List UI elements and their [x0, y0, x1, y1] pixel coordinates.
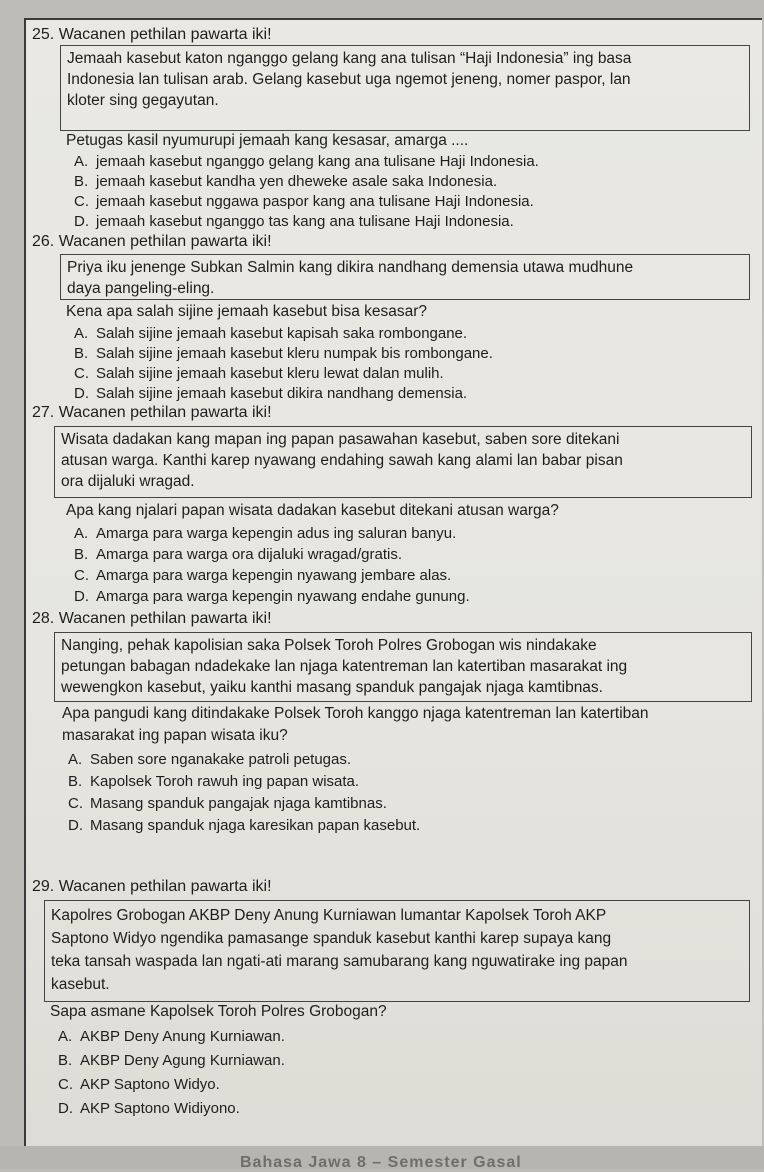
option-text: jemaah kasebut nganggo gelang kang ana tulisane Haji Indonesia.	[96, 153, 539, 170]
option-text: Salah sijine jemaah kasebut kleru numpak bis rombongane.	[96, 345, 493, 362]
footer-text: Bahasa Jawa 8 – Semester Gasal	[240, 1154, 522, 1171]
answer-option-d[interactable]	[74, 385, 467, 402]
question-title: 25. Wacanen pethilan pawarta iki!	[32, 26, 272, 43]
option-letter: C.	[74, 365, 89, 382]
option-letter: D.	[68, 817, 83, 834]
passage-line: Kapolres Grobogan AKBP Deny Anung Kurniawan lumantar Kapolsek Toroh AKP	[51, 907, 607, 924]
answer-option-c[interactable]	[68, 795, 387, 812]
option-letter: C.	[74, 193, 89, 210]
news-excerpt-box	[54, 426, 752, 498]
answer-option-b[interactable]	[74, 546, 402, 563]
option-text: Salah sijine jemaah kasebut kleru lewat dalan mulih.	[96, 365, 444, 382]
option-letter: A.	[74, 325, 89, 342]
option-text: Saben sore nganakake patroli petugas.	[90, 751, 352, 768]
question-prompt: Petugas kasil nyumurupi jemaah kang kesasar, amarga ....	[66, 132, 469, 149]
option-letter: D.	[74, 588, 89, 605]
passage-line: kasebut.	[51, 976, 110, 993]
question-prompt: Apa pangudi kang ditindakake Polsek Toroh kanggo njaga katentreman lan katertiban	[62, 705, 649, 722]
answer-option-c[interactable]	[58, 1076, 220, 1093]
question-title: 28. Wacanen pethilan pawarta iki!	[32, 610, 272, 627]
option-text: AKBP Deny Anung Kurniawan.	[80, 1028, 285, 1045]
passage-line: ora dijaluki wragad.	[61, 473, 195, 490]
answer-option-c[interactable]	[74, 567, 451, 584]
question-title: 29. Wacanen pethilan pawarta iki!	[32, 878, 272, 895]
option-letter: B.	[74, 345, 89, 362]
passage-line: Nanging, pehak kapolisian saka Polsek Toroh Polres Grobogan wis nindakake	[61, 637, 597, 654]
answer-option-a[interactable]	[74, 525, 456, 542]
passage-line: petungan babagan ndadekake lan njaga katentreman lan katertiban masarakat ing	[61, 658, 628, 675]
option-letter: B.	[68, 773, 83, 790]
answer-option-a[interactable]	[58, 1028, 285, 1045]
answer-option-d[interactable]	[58, 1100, 240, 1117]
option-text: jemaah kasebut nggawa paspor kang ana tulisane Haji Indonesia.	[96, 193, 534, 210]
question-prompt: Kena apa salah sijine jemaah kasebut bisa kesasar?	[66, 303, 428, 320]
answer-option-a[interactable]	[74, 153, 539, 170]
option-letter: A.	[74, 525, 89, 542]
worksheet-page	[24, 18, 762, 1148]
answer-option-b[interactable]	[74, 345, 493, 362]
option-letter: B.	[74, 173, 89, 190]
option-letter: C.	[68, 795, 83, 812]
answer-option-d[interactable]	[74, 213, 514, 230]
option-letter: D.	[74, 213, 89, 230]
option-text: Amarga para warga kepengin nyawang endahe gunung.	[96, 588, 470, 605]
passage-line: wewengkon kasebut, yaiku kanthi masang spanduk pangajak njaga kamtibnas.	[61, 679, 603, 696]
passage-line: teka tansah waspada lan ngati-ati marang samubarang kang nguwatirake ing papan	[51, 953, 628, 970]
option-text: Salah sijine jemaah kasebut kapisah saka rombongane.	[96, 325, 468, 342]
option-text: Masang spanduk njaga karesikan papan kasebut.	[90, 817, 421, 834]
answer-option-a[interactable]	[68, 751, 351, 768]
option-letter: B.	[58, 1052, 73, 1069]
option-letter: B.	[74, 546, 89, 563]
passage-line: daya pangeling-eling.	[67, 280, 215, 297]
answer-option-c[interactable]	[74, 193, 534, 210]
option-text: AKP Saptono Widyo.	[80, 1076, 220, 1093]
news-excerpt-box	[60, 254, 750, 300]
answer-option-b[interactable]	[58, 1052, 285, 1069]
option-text: Amarga para warga kepengin nyawang jembare alas.	[96, 567, 452, 584]
option-text: Amarga para warga ora dijaluki wragad/gratis.	[96, 546, 402, 563]
option-text: Kapolsek Toroh rawuh ing papan wisata.	[90, 773, 360, 790]
option-text: Masang spanduk pangajak njaga kamtibnas.	[90, 795, 387, 812]
answer-option-a[interactable]	[74, 325, 467, 342]
answer-option-c[interactable]	[74, 365, 444, 382]
news-excerpt-box	[60, 45, 750, 131]
question-prompt: masarakat ing papan wisata iku?	[62, 727, 288, 744]
passage-line: Priya iku jenenge Subkan Salmin kang dikira nandhang demensia utawa mudhune	[67, 259, 634, 276]
passage-line: kloter sing gegayutan.	[67, 92, 219, 109]
option-text: Salah sijine jemaah kasebut dikira nandhang demensia.	[96, 385, 468, 402]
option-letter: D.	[74, 385, 89, 402]
passage-line: atusan warga. Kanthi karep nyawang endahing sawah kang alami lan babar pisan	[61, 452, 623, 469]
option-letter: A.	[74, 153, 89, 170]
passage-line: Wisata dadakan kang mapan ing papan pasawahan kasebut, saben sore ditekani	[61, 431, 620, 448]
page-footer	[0, 1146, 764, 1169]
question-title: 27. Wacanen pethilan pawarta iki!	[32, 404, 272, 421]
option-text: jemaah kasebut kandha yen dheweke asale saka Indonesia.	[96, 173, 498, 190]
option-letter: D.	[58, 1100, 73, 1117]
option-text: AKBP Deny Agung Kurniawan.	[80, 1052, 285, 1069]
passage-line: Saptono Widyo ngendika pamasange spanduk kasebut kanthi karep supaya kang	[51, 930, 612, 947]
answer-option-b[interactable]	[74, 173, 497, 190]
question-prompt: Sapa asmane Kapolsek Toroh Polres Grobogan?	[50, 1003, 387, 1020]
option-text: AKP Saptono Widiyono.	[80, 1100, 240, 1117]
option-letter: A.	[58, 1028, 73, 1045]
answer-option-d[interactable]	[68, 817, 420, 834]
option-text: jemaah kasebut nganggo tas kang ana tulisane Haji Indonesia.	[96, 213, 514, 230]
answer-option-d[interactable]	[74, 588, 470, 605]
question-prompt: Apa kang njalari papan wisata dadakan kasebut ditekani atusan warga?	[66, 502, 559, 519]
passage-line: Jemaah kasebut katon nganggo gelang kang ana tulisan “Haji Indonesia” ing basa	[67, 50, 632, 67]
news-excerpt-box	[54, 632, 752, 702]
option-letter: A.	[68, 751, 83, 768]
passage-line: Indonesia lan tulisan arab. Gelang kasebut uga ngemot jeneng, nomer paspor, lan	[67, 71, 631, 88]
answer-option-b[interactable]	[68, 773, 359, 790]
option-letter: C.	[58, 1076, 73, 1093]
option-text: Amarga para warga kepengin adus ing saluran banyu.	[96, 525, 457, 542]
news-excerpt-box	[44, 900, 750, 1002]
option-letter: C.	[74, 567, 89, 584]
question-title: 26. Wacanen pethilan pawarta iki!	[32, 233, 272, 250]
